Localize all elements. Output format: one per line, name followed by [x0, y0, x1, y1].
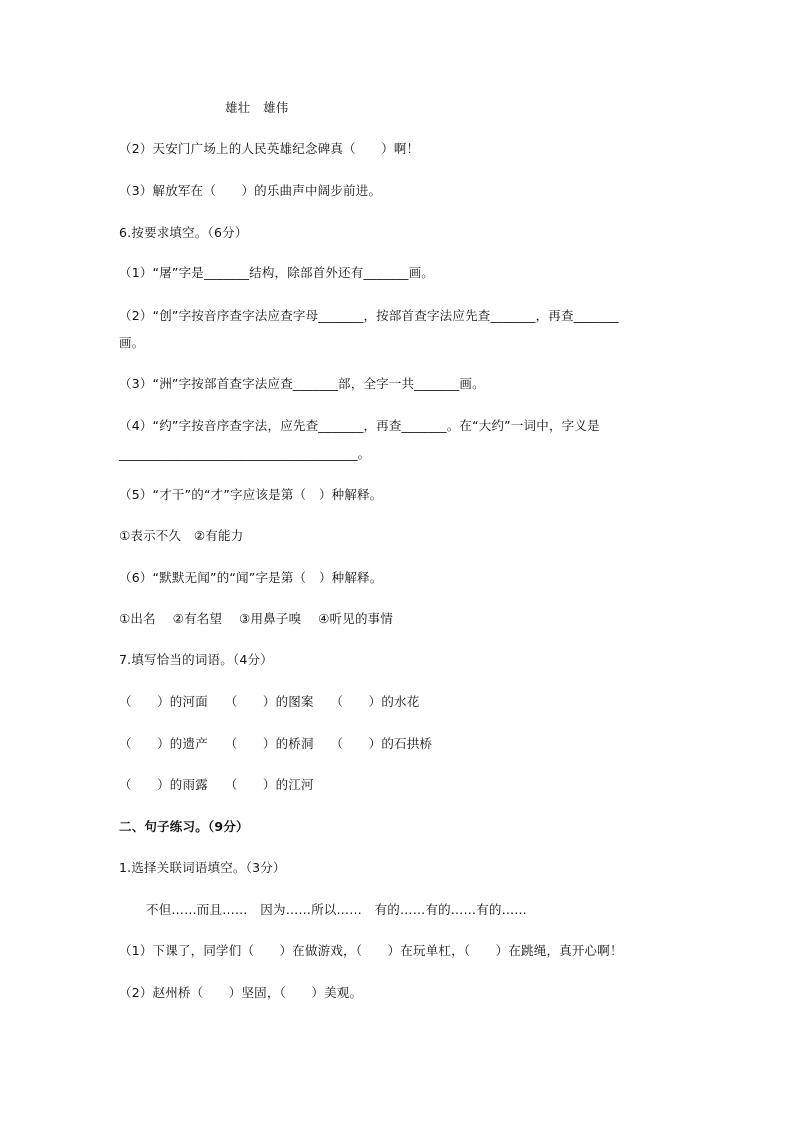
part-2-title: 二、句子练习。（9分） — [119, 819, 249, 834]
fill-row-2: （ ）的遗产 （ ）的桥洞 （ ）的石拱桥 — [119, 736, 433, 751]
conjunction-options: 不但……而且…… 因为……所以…… 有的……有的……有的…… — [146, 902, 528, 917]
answer-blank-line: _____________________________________。 — [119, 446, 371, 461]
word-options: 雄壮 雄伟 — [225, 100, 289, 115]
question-6-2-cont: 画。 — [119, 335, 145, 350]
question-2-2: （2）天安门广场上的人民英雄纪念碑真（ ）啊！ — [119, 141, 420, 156]
question-6-5: （5）“才干”的“才”字应该是第（ ）种解释。 — [119, 487, 383, 502]
section-6-title: 6.按要求填空。（6分） — [119, 225, 248, 240]
question-1-1: （1）下课了，同学们（ ）在做游戏，（ ）在玩单杠，（ ）在跳绳，真开心啊！ — [119, 943, 623, 958]
question-6-3: （3）“洲”字按部首查字法应查_______部，全字一共_______画。 — [119, 376, 485, 391]
question-6-1: （1）“屠”字是_______结构，除部首外还有_______画。 — [119, 265, 435, 280]
question-6-2: （2）“创”字按音序查字法应查字母_______，按部首查字法应先查_______，再查_______ — [119, 308, 619, 323]
question-1-2: （2）赵州桥（ ）坚固，（ ）美观。 — [119, 985, 363, 1000]
fill-row-1: （ ）的河面 （ ）的图案 （ ）的水花 — [119, 694, 420, 709]
question-1-title: 1.选择关联词语填空。（3分） — [119, 860, 286, 875]
question-2-3: （3）解放军在（ ）的乐曲声中阔步前进。 — [119, 183, 382, 198]
options-6-6: ①出名 ②有名望 ③用鼻子嗅 ④听见的事情 — [119, 611, 394, 626]
options-6-5: ①表示不久 ②有能力 — [119, 528, 244, 543]
question-6-6: （6）“默默无闻”的“闻”字是第（ ）种解释。 — [119, 570, 383, 585]
fill-row-3: （ ）的雨露 （ ）的江河 — [119, 777, 314, 792]
question-6-4: （4）“约”字按音序查字法，应先查_______，再查_______。在“大约”一词中，字义是 — [119, 418, 600, 433]
section-7-title: 7.填写恰当的词语。（4分） — [119, 652, 273, 667]
